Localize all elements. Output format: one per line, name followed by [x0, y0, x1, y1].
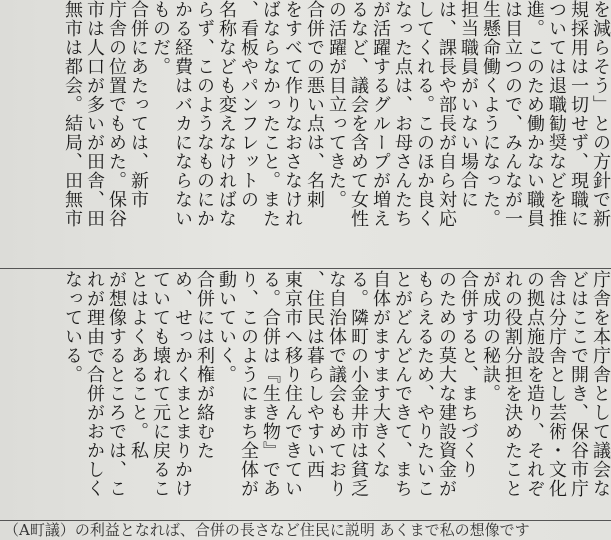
text-column: る。隣町の小金井市は貧乏	[348, 270, 369, 498]
text-column: なっている。	[62, 270, 83, 384]
text-column: のための莫大な建設資金が	[436, 270, 457, 498]
text-column: 生懸命働くようになった。	[480, 0, 501, 228]
text-column: の活躍が目立ってきた。	[326, 0, 347, 209]
text-column: る。合併は『生き物』であ	[260, 270, 281, 498]
text-column: 合併には利権が絡むた	[194, 270, 215, 460]
text-column: れが理由で合併がおかしく	[84, 270, 105, 498]
text-column: の拠点施設を造り、それぞ	[524, 270, 545, 498]
text-column: 無市は都会。結局、田無市	[62, 0, 83, 228]
text-column: とがどんどんできて、まち	[392, 270, 413, 498]
text-column: 、住民は暮らしやすい西	[304, 270, 325, 479]
text-column: 東京市へ移り住んできてい	[282, 270, 303, 498]
text-column: 庁舎を本庁舎として議会な	[590, 270, 611, 498]
text-column: 動いていく。	[216, 270, 237, 384]
text-column: ついては退職勧奨などを推	[546, 0, 567, 228]
text-column: が活躍するグループが増え	[370, 0, 391, 228]
text-column: が想像するところでは、こ	[106, 270, 127, 498]
text-column: 合併にあたっては、新市	[128, 0, 149, 209]
text-column: とはよくあること。私	[128, 270, 149, 460]
text-column: り、このようにまち全体が	[238, 270, 259, 498]
article-tier-middle	[0, 270, 611, 520]
text-column: 自体がますます大きくな	[370, 270, 391, 479]
text-column: をすべて作りなおさなけれ	[282, 0, 303, 228]
text-column: ばならなかったこと。また	[260, 0, 281, 228]
text-column: るなど、議会を含めて女性	[348, 0, 369, 228]
text-column: ものだ。	[150, 0, 171, 76]
text-column: ていても壊れて元に戻るこ	[150, 270, 171, 498]
column-row-middle	[61, 270, 611, 520]
article-tier-bottom	[0, 521, 611, 540]
article-tier-top	[0, 0, 611, 268]
text-column: な自治体で議会もめており	[326, 270, 347, 498]
text-column: かる経費はバカにならない	[172, 0, 193, 228]
column-divider-rule	[0, 268, 611, 269]
cropped-text-strip: （A町議）の利益となれば、合併の長さなど住民に説明 あくまで私の想像です	[4, 521, 530, 539]
text-column: なった点は、お母さんたち	[392, 0, 413, 228]
text-column: らず、このようなものにか	[194, 0, 215, 228]
text-column: 庁舎の位置でもめた。保谷	[106, 0, 127, 228]
text-column: 担当職員がいない場合に	[458, 0, 479, 209]
text-column: を減らそう」との方針で新	[590, 0, 611, 228]
text-column: 規採用は一切せず、現職に	[568, 0, 589, 228]
text-column: どはここで開き、保谷市庁	[568, 270, 589, 498]
text-column: 進。このため働かない職員	[524, 0, 545, 228]
text-column: が成功の秘訣。	[480, 270, 501, 403]
text-column: 名称なども変えなければな	[216, 0, 237, 228]
text-column: は、課長や部長が自ら対応	[436, 0, 457, 228]
text-column: 市は人口が多いが田舎、田	[84, 0, 105, 228]
text-column: は目立つので、みんなが一	[502, 0, 523, 228]
text-column: 舎は分庁舎とし芸術・文化	[546, 270, 567, 498]
text-column: れの役割分担を決めたこと	[502, 270, 523, 498]
text-column: もらえるため、やりたいこ	[414, 270, 435, 498]
text-column: 、看板やパンフレットの	[238, 0, 259, 209]
text-column: 合併での悪い点は、名刺	[304, 0, 325, 209]
text-column: してくれる。このほか良く	[414, 0, 435, 228]
text-column: め、せっかくまとまりかけ	[172, 270, 193, 498]
column-row-top	[61, 0, 611, 268]
text-column: 合併すると、まちづくり	[458, 270, 479, 479]
